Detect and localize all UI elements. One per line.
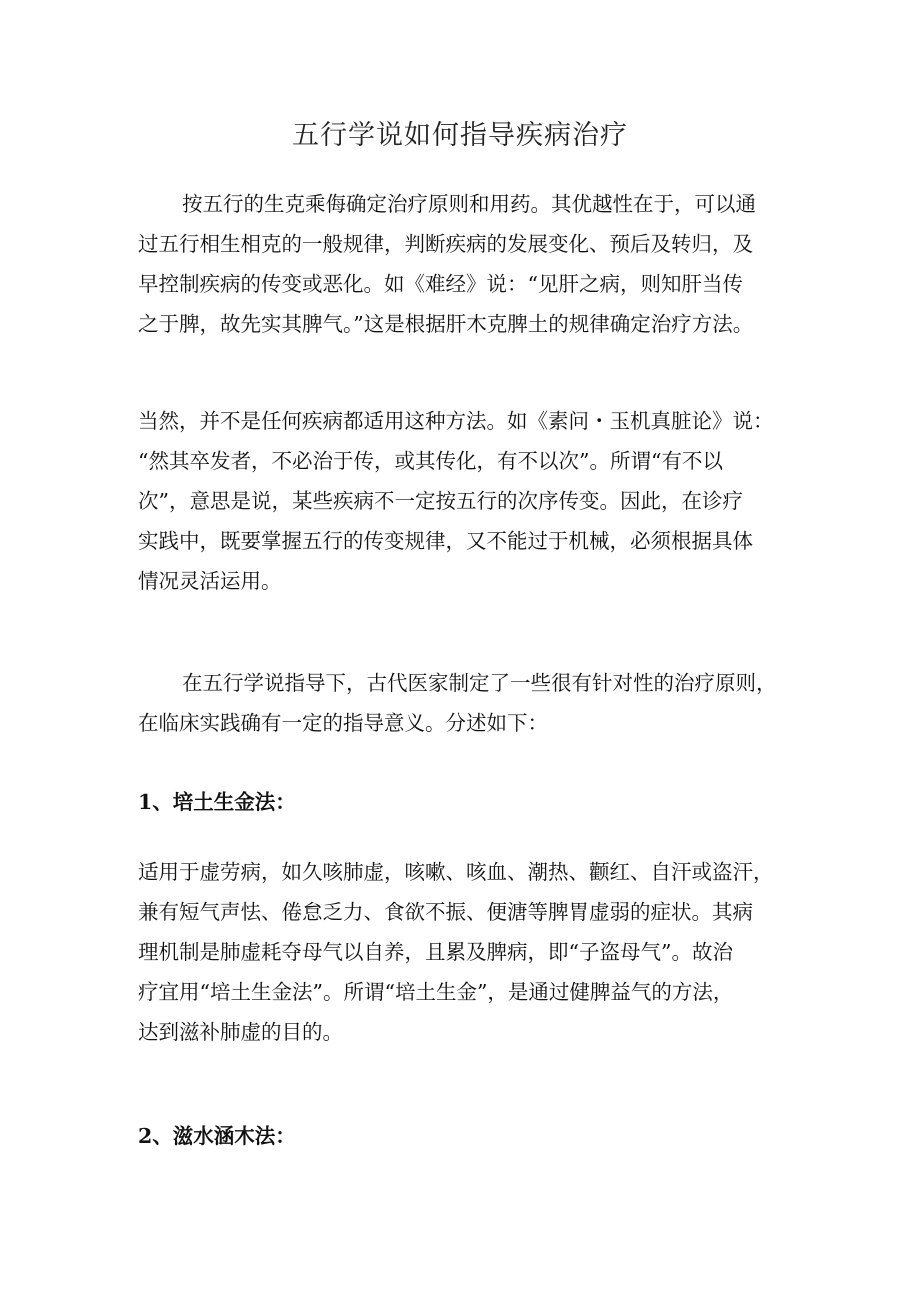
paragraph-five-elements-treatment-principle bbox=[138, 184, 786, 344]
paragraph-line: 达到滋补肺虚的目的。 bbox=[138, 1020, 343, 1044]
paragraph-treatment-principles-intro bbox=[138, 663, 786, 743]
paragraph-flexible-application bbox=[138, 401, 786, 601]
paragraph-line: 情况灵活运用。 bbox=[138, 569, 282, 593]
paragraph-line: 在临床实践确有一定的指导意义。分述如下： bbox=[138, 711, 548, 735]
paragraph-line: 次”，意思是说，某些疾病不一定按五行的次序传变。因此，在诊疗 bbox=[138, 489, 743, 513]
document-title: 五行学说如何指导疾病治疗 bbox=[292, 120, 628, 151]
paragraph-line: 按五行的生克乘侮确定治疗原则和用药。其优越性在于，可以通 bbox=[182, 192, 756, 216]
paragraph-line: 疗宜用“培土生金法”。所谓“培土生金”，是通过健脾益气的方法， bbox=[138, 980, 734, 1004]
paragraph-peitu-shengjin bbox=[138, 852, 786, 1052]
paragraph-line: “然其卒发者，不必治于传，或其传化，有不以次”。所谓“有不以 bbox=[138, 449, 723, 473]
paragraph-line: 当然，并不是任何疾病都适用这种方法。如《素问・玉机真脏论》说： bbox=[138, 409, 774, 433]
section-heading-1: 1、培土生金法： bbox=[138, 790, 296, 814]
section-heading-2: 2、滋水涵木法： bbox=[138, 1124, 296, 1148]
paragraph-line: 早控制疾病的传变或恶化。如《难经》说：“见肝之病，则知肝当传 bbox=[138, 272, 743, 296]
paragraph-line: 过五行相生相克的一般规律，判断疾病的发展变化、预后及转归，及 bbox=[138, 232, 753, 256]
paragraph-line: 在五行学说指导下，古代医家制定了一些很有针对性的治疗原则， bbox=[182, 671, 777, 695]
paragraph-line: 之于脾，故先实其脾气。”这是根据肝木克脾土的规律确定治疗方法。 bbox=[138, 312, 754, 336]
paragraph-line: 兼有短气声怯、倦怠乏力、食欲不振、便溏等脾胃虚弱的症状。其病 bbox=[138, 900, 753, 924]
paragraph-line: 理机制是肺虚耗夺母气以自养，且累及脾病，即“子盗母气”。故治 bbox=[138, 940, 733, 964]
paragraph-line: 实践中，既要掌握五行的传变规律，又不能过于机械，必须根据具体 bbox=[138, 529, 753, 553]
paragraph-line: 适用于虚劳病，如久咳肺虚，咳嗽、咳血、潮热、颧红、自汗或盗汗， bbox=[138, 860, 774, 884]
